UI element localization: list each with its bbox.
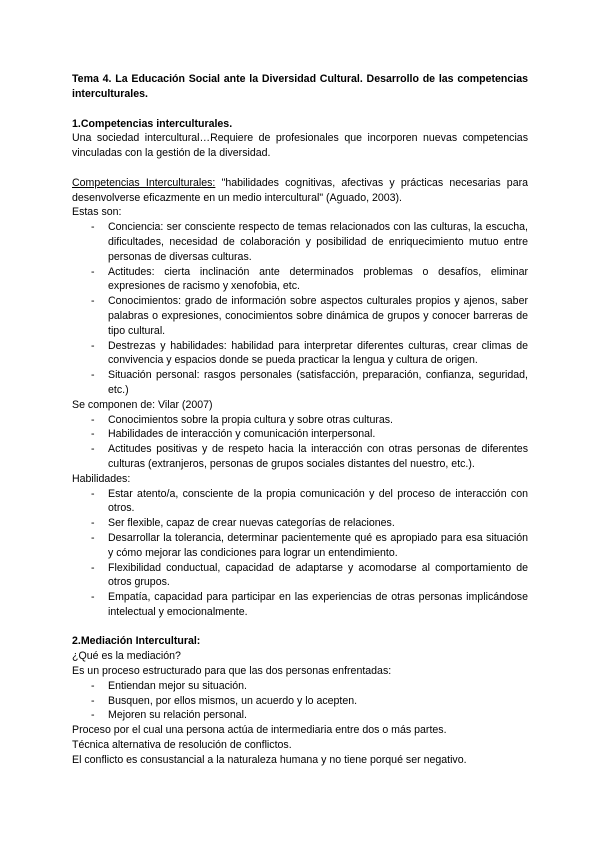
definition-text: "habilidades cognitivas, afectivas y prácticas necesarias para desenvolverse eficazmente en un medio intercultural" (Aguado, 2003).	[72, 176, 529, 204]
list-item: - Empatía, capacidad para participar en las experiencias de otras personas implicándose intelectual y emocionalmente.	[108, 590, 528, 620]
definition-paragraph	[72, 176, 528, 206]
section2-list-intro: Es un proceso estructurado para que las dos personas enfrentadas:	[72, 665, 392, 678]
section2-heading: 2.Mediación Intercultural:	[72, 635, 201, 648]
list-item: - Flexibilidad conductual, capacidad de adaptarse y acomodarse al comportamiento de otros grupos.	[108, 561, 528, 591]
mediacion-list	[72, 679, 528, 723]
list-item: - Ser flexible, capaz de crear nuevas categorías de relaciones.	[108, 516, 528, 531]
list-item: - Actitudes positivas y de respeto hacia la interacción con otras personas de diferentes culturas (extranjeros, personas de grupos sociales distantes del nuestro, etc.).	[108, 442, 528, 472]
componentes-list	[72, 413, 528, 472]
list1-intro: Estas son:	[72, 206, 122, 219]
document-page	[72, 72, 528, 768]
list-item: - Busquen, por ellos mismos, un acuerdo y lo acepten.	[108, 694, 528, 709]
section1-heading: 1.Competencias interculturales.	[72, 117, 233, 130]
definition-label: Competencias Interculturales:	[72, 176, 216, 189]
list-item: - Entiendan mejor su situación.	[108, 679, 528, 694]
list-item: - Habilidades de interacción y comunicación interpersonal.	[108, 427, 528, 442]
document-title: Tema 4. La Educación Social ante la Diversidad Cultural. Desarrollo de las competencias interculturales.	[72, 73, 528, 100]
list2-intro: Se componen de: Vilar (2007)	[72, 398, 213, 411]
section2-line3: El conflicto es consustancial a la naturaleza humana y no tiene porqué ser negativo.	[72, 753, 467, 766]
habilidades-list	[72, 487, 528, 620]
section2-question: ¿Qué es la mediación?	[72, 650, 181, 663]
section1-intro: Una sociedad intercultural…Requiere de profesionales que incorporen nuevas competencias vinculadas con la gestión de la diversidad.	[72, 132, 528, 160]
list-item: - Desarrollar la tolerancia, determinar pacientemente qué es apropiado para esa situación y cómo mejorar las condiciones para lograr un entendimiento.	[108, 531, 528, 561]
list-item: - Situación personal: rasgos personales (satisfacción, preparación, confianza, seguridad, etc.)	[108, 368, 528, 398]
section2-line1: Proceso por el cual una persona actúa de intermediaria entre dos o más partes.	[72, 724, 447, 737]
list-item: - Conocimientos: grado de información sobre aspectos culturales propios y ajenos, saber palabras o expresiones, conocimientos sobre dinámica de grupos y conocer barreras de tipo cultural.	[108, 294, 528, 338]
list-item: - Mejoren su relación personal.	[108, 708, 528, 723]
list3-intro: Habilidades:	[72, 472, 131, 485]
competencias-list	[72, 220, 528, 398]
list-item: - Conciencia: ser consciente respecto de temas relacionados con las culturas, la escucha, dificultades, necesidad de colaboración y posibilidad de enriquecimiento mutuo entre personas de diversas culturas.	[108, 220, 528, 264]
section2-line2: Técnica alternativa de resolución de conflictos.	[72, 739, 292, 752]
list-item: - Actitudes: cierta inclinación ante determinados problemas o desafíos, eliminar expresiones de racismo y xenofobia, etc.	[108, 265, 528, 295]
list-item: - Destrezas y habilidades: habilidad para interpretar diferentes culturas, crear climas de convivencia y espacios donde se pueda practicar la lengua y cultura de origen.	[108, 339, 528, 369]
list-item: - Estar atento/a, consciente de la propia comunicación y del proceso de interacción con otros.	[108, 487, 528, 517]
list-item: - Conocimientos sobre la propia cultura y sobre otras culturas.	[108, 413, 528, 428]
